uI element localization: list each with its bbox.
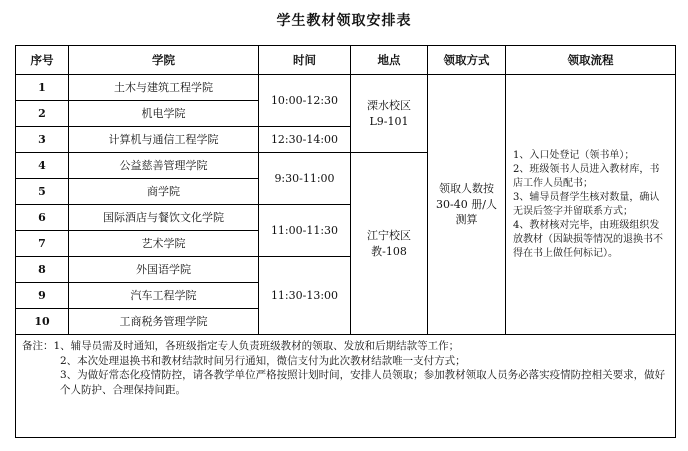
row-seq: 10 <box>16 309 69 335</box>
row-seq: 7 <box>16 231 69 257</box>
time-slot-4: 11:00-11:30 <box>259 205 351 257</box>
row-college: 外国语学院 <box>69 257 259 283</box>
schedule-table <box>15 45 676 438</box>
method-line-2: 30-40 册/人 <box>436 197 497 211</box>
place-lishui <box>351 75 428 153</box>
process-step-4: 4、教材核对完毕，由班级组织发放教材（因缺损等情况的退换书不得在书上做任何标记）。 <box>513 219 663 259</box>
row-college: 商学院 <box>69 179 259 205</box>
row-college: 工商税务管理学院 <box>69 309 259 335</box>
time-slot-1: 10:00-12:30 <box>259 75 351 127</box>
time-slot-5: 11:30-13:00 <box>259 257 351 335</box>
row-seq: 5 <box>16 179 69 205</box>
row-college: 艺术学院 <box>69 231 259 257</box>
row-seq: 8 <box>16 257 69 283</box>
process-step-1: 1、入口处登记（领书单）； <box>513 149 635 161</box>
row-college: 国际酒店与餐饮文化学院 <box>69 205 259 231</box>
row-seq: 9 <box>16 283 69 309</box>
method-line-3: 测算 <box>455 213 478 227</box>
row-seq: 4 <box>16 153 69 179</box>
row-seq: 2 <box>16 101 69 127</box>
place-jiangning-name: 江宁校区 <box>367 229 411 243</box>
note-line-1: 备注：1、辅导员需及时通知，各班级指定专人负责班级教材的领取、发放和后期结款等工作； <box>22 340 460 352</box>
row-college: 公益慈善管理学院 <box>69 153 259 179</box>
note-line-2: 2、本次处理退换书和教材结款时间另行通知，微信支付为此次教材结款唯一支付方式； <box>60 354 466 367</box>
header-time: 时间 <box>259 46 351 75</box>
time-slot-2: 12:30-14:00 <box>259 127 351 153</box>
header-method: 领取方式 <box>428 46 506 75</box>
header-college: 学院 <box>69 46 259 75</box>
note-line-3: 3、为做好常态化疫情防控，请各教学单位严格按照计划时间，安排人员领取；参加教材领取人员务必落实疫情防控相关要求，做好个人防护、合理保持间距。 <box>60 369 666 397</box>
collect-process <box>506 75 676 335</box>
place-lishui-name: 溧水校区 <box>367 99 411 113</box>
place-jiangning-room: 教-108 <box>371 244 407 258</box>
process-step-3: 3、辅导员督学生核对数量，确认无误后签字并留联系方式； <box>513 191 660 217</box>
place-lishui-room: L9-101 <box>369 114 409 128</box>
table-header-row <box>16 46 676 75</box>
row-college: 计算机与通信工程学院 <box>69 127 259 153</box>
notes-cell <box>16 335 676 438</box>
table-row <box>16 75 676 101</box>
header-seq: 序号 <box>16 46 69 75</box>
row-seq: 1 <box>16 75 69 101</box>
collect-method <box>428 75 506 335</box>
notes-row <box>16 335 676 438</box>
process-step-2: 2、班级领书人员进入教材库，书店工作人员配书； <box>513 163 660 189</box>
method-line-1: 领取人数按 <box>439 182 494 196</box>
place-jiangning <box>351 153 428 335</box>
row-college: 土木与建筑工程学院 <box>69 75 259 101</box>
header-process: 领取流程 <box>506 46 676 75</box>
header-place: 地点 <box>351 46 428 75</box>
row-seq: 3 <box>16 127 69 153</box>
page-title: 学生教材领取安排表 <box>276 13 412 29</box>
row-seq: 6 <box>16 205 69 231</box>
time-slot-3: 9:30-11:00 <box>259 153 351 205</box>
row-college: 机电学院 <box>69 101 259 127</box>
row-college: 汽车工程学院 <box>69 283 259 309</box>
